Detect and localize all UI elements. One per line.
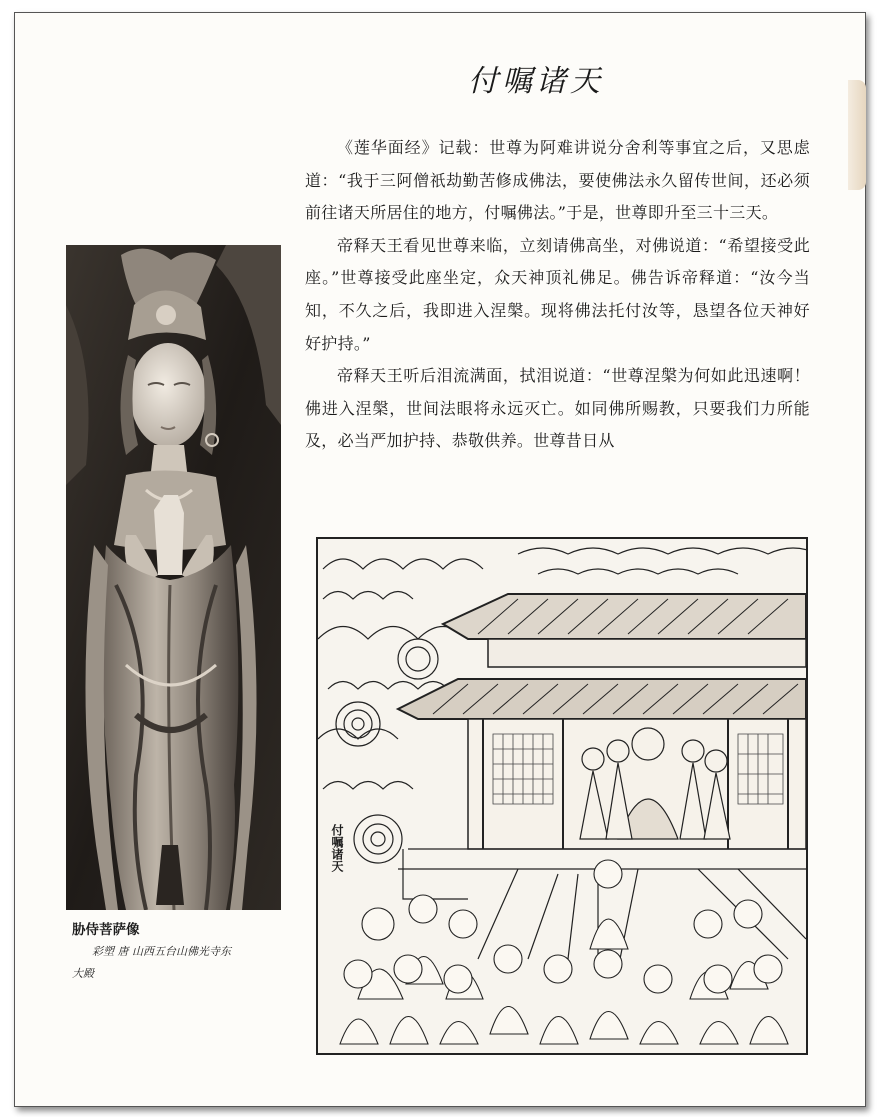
body-text — [305, 132, 810, 458]
photo-caption-detail — [72, 941, 284, 985]
page-title: 付嘱诸天 — [468, 64, 604, 99]
woodcut-illustration — [316, 537, 808, 1055]
woodcut-label: 付嘱诸天 — [330, 824, 344, 872]
bodhisattva-photo — [66, 245, 281, 910]
paragraph-3: 帝释天王听后泪流满面，拭泪说道：“世尊涅槃为何如此迅速啊！佛进入涅槃，世间法眼将永远灭亡。如同佛所赐教，只要我们力所能及，必当严加护持、恭敬供养。世尊昔日从 — [305, 366, 810, 451]
photo-caption-line-1: 彩塑 唐 山西五台山佛光寺东 — [92, 945, 231, 958]
paragraph-2: 帝释天王看见世尊来临，立刻请佛高坐，对佛说道：“希望接受此座。”世尊接受此座坐定，众天神顶礼佛足。佛告诉帝释道：“汝今当知，不久之后，我即进入涅槃。现将佛法托付汝等，恳望各位天神好好护持。” — [305, 235, 810, 353]
paragraph-1: 《莲华面经》记载：世尊为阿难讲说分舍利等事宜之后，又思虑道：“我于三阿僧祇劫勤苦修成佛法，要使佛法永久留传世间，还必须前往诸天所居住的地方，付嘱佛法。”于是，世尊即升至三十三天。 — [305, 138, 810, 223]
bodhisattva-figure — [66, 245, 281, 910]
photo-caption-line-2: 大殿 — [72, 967, 94, 980]
photo-caption-title: 胁侍菩萨像 — [72, 922, 140, 938]
page-curl — [848, 80, 866, 190]
temple-scene-drawing — [318, 539, 806, 1053]
